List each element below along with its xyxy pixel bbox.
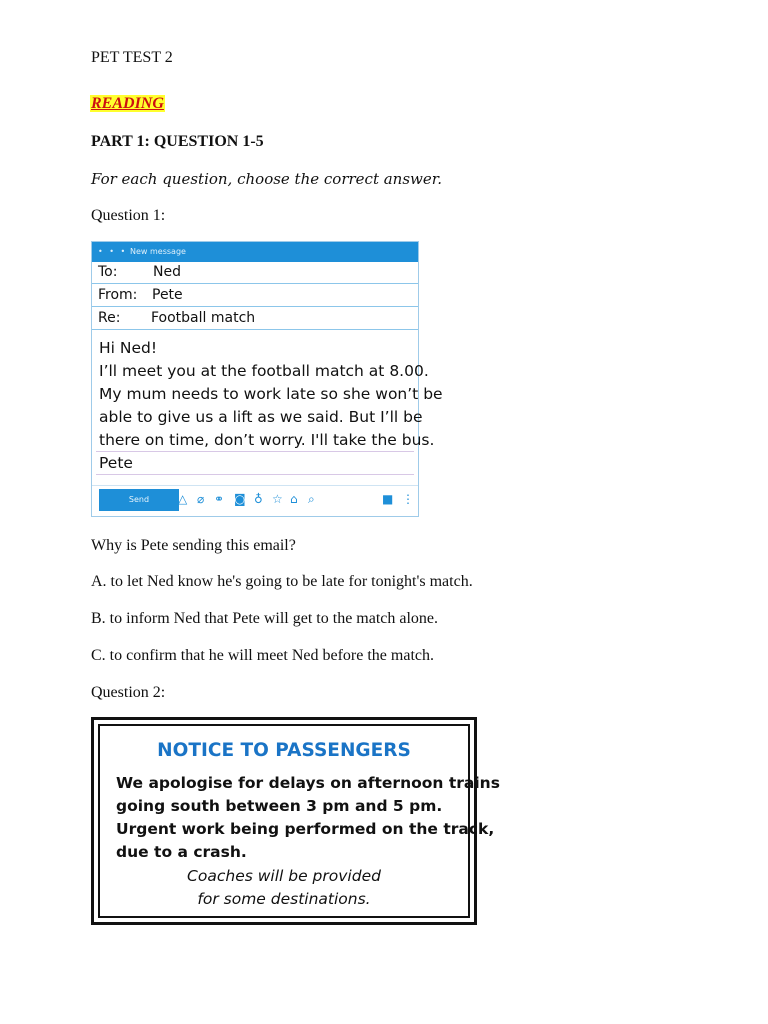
format-icon[interactable]: △ [178, 492, 188, 506]
question-1-label: Question 1: [91, 207, 166, 224]
question-1-option-b: B. to inform Ned that Pete will get to the match alone. [91, 610, 439, 627]
email-body-line: My mum needs to work late so she won’t be [99, 385, 443, 403]
part-heading: PART 1: QUESTION 1-5 [91, 133, 264, 150]
email-to-row [92, 262, 418, 284]
question-1-prompt: Why is Pete sending this email? [91, 537, 296, 554]
email-subject-value: Football match [151, 310, 256, 326]
window-dots-icon: • • • [98, 247, 128, 256]
search-icon[interactable]: ⌕ [308, 492, 315, 506]
notice-line: going south between 3 pm and 5 pm. [116, 797, 443, 815]
email-body-line: I’ll meet you at the football match at 8.00. [99, 362, 429, 380]
location-icon[interactable]: ♁ [254, 492, 263, 506]
email-divider [96, 451, 414, 452]
email-to-label: To: [98, 264, 118, 280]
email-titlebar [92, 242, 418, 262]
email-screenshot [91, 241, 443, 517]
star-icon[interactable]: ☆ [272, 492, 283, 506]
test-title: PET TEST 2 [91, 49, 173, 66]
notice-line: We apologise for delays on afternoon trains [116, 774, 500, 792]
section-heading-wrap [90, 94, 165, 114]
email-from-label: From: [98, 287, 138, 303]
email-to-value: Ned [153, 264, 181, 280]
email-window-title: New message [130, 247, 186, 256]
link-icon[interactable]: ⚭ [214, 492, 225, 506]
email-from-row [92, 285, 418, 307]
notice-italic-line: for some destinations. [197, 890, 371, 908]
send-button[interactable]: Send [99, 489, 179, 511]
instruction-text: For each question, choose the correct answer. [91, 170, 443, 188]
email-subject-row [92, 308, 418, 330]
email-from-value: Pete [152, 287, 183, 303]
notice-line: Urgent work being performed on the track, [116, 820, 495, 838]
delete-icon[interactable]: ■ [382, 492, 394, 506]
question-2-label: Question 2: [91, 684, 166, 701]
email-greeting: Hi Ned! [99, 339, 158, 357]
email-body-line: there on time, don’t worry. I'll take the bus. [99, 431, 435, 449]
email-toolbar [92, 485, 418, 516]
camera-icon[interactable]: ◙ [234, 492, 246, 506]
passenger-notice [91, 717, 500, 925]
email-subject-label: Re: [98, 310, 121, 326]
notice-line: due to a crash. [116, 843, 247, 861]
attach-icon[interactable]: ⌀ [197, 492, 205, 506]
notice-italic-line: Coaches will be provided [187, 867, 381, 885]
email-signature: Pete [99, 454, 133, 472]
notice-inner-border [98, 724, 500, 918]
section-heading: READING [91, 95, 164, 112]
question-1-option-c: C. to confirm that he will meet Ned before the match. [91, 647, 434, 664]
notice-title: NOTICE TO PASSENGERS [157, 740, 411, 761]
question-1-option-a: A. to let Ned know he's going to be late for tonight's match. [91, 573, 473, 590]
more-icon[interactable]: ⋮ [402, 492, 414, 506]
email-divider [96, 474, 414, 475]
home-icon[interactable]: ⌂ [290, 492, 298, 506]
email-body-line: able to give us a lift as we said. But I’ll be [99, 408, 423, 426]
